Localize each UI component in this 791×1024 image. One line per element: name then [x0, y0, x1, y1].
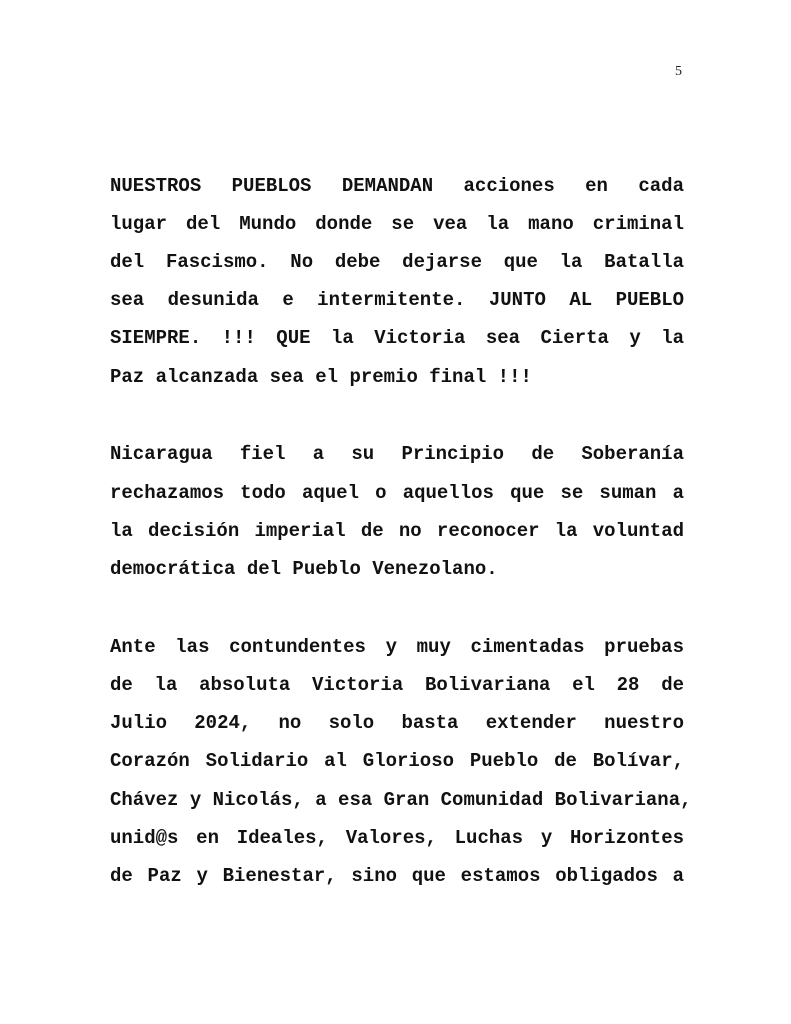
paragraph-3-line-1: Ante las contundentes y muy cimentadas pruebas	[110, 636, 684, 658]
paragraph-3-line-2: de la absoluta Victoria Bolivariana el 28 de	[110, 674, 684, 696]
paragraph-1-line-3: del Fascismo. No debe dejarse que la Batalla	[110, 251, 684, 273]
paragraph-2-line-2: rechazamos todo aquel o aquellos que se suman a	[110, 482, 684, 504]
paragraph-1-line-1: NUESTROS PUEBLOS DEMANDAN acciones en cada	[110, 175, 684, 197]
paragraph-3-line-5: Chávez y Nicolás, a esa Gran Comunidad Bolivariana,	[110, 789, 692, 811]
page-number: 5	[675, 64, 682, 79]
paragraph-2-line-1: Nicaragua fiel a su Principio de Soberanía	[110, 443, 684, 465]
paragraph-1-line-4: sea desunida e intermitente. JUNTO AL PUEBLO	[110, 289, 684, 311]
paragraph-2-line-4: democrática del Pueblo Venezolano.	[110, 558, 498, 580]
paragraph-1-line-6: Paz alcanzada sea el premio final !!!	[110, 366, 532, 388]
paragraph-3-line-7: de Paz y Bienestar, sino que estamos obligados a	[110, 865, 684, 887]
paragraph-2-line-3: la decisión imperial de no reconocer la voluntad	[110, 520, 684, 542]
paragraph-3-line-4: Corazón Solidario al Glorioso Pueblo de Bolívar,	[110, 750, 684, 772]
paragraph-1-line-2: lugar del Mundo donde se vea la mano criminal	[110, 213, 684, 235]
paragraph-3-line-6: unid@s en Ideales, Valores, Luchas y Horizontes	[110, 827, 684, 849]
paragraph-1-line-5: SIEMPRE. !!! QUE la Victoria sea Cierta y la	[110, 327, 684, 349]
paragraph-3-line-3: Julio 2024, no solo basta extender nuestro	[110, 712, 684, 734]
